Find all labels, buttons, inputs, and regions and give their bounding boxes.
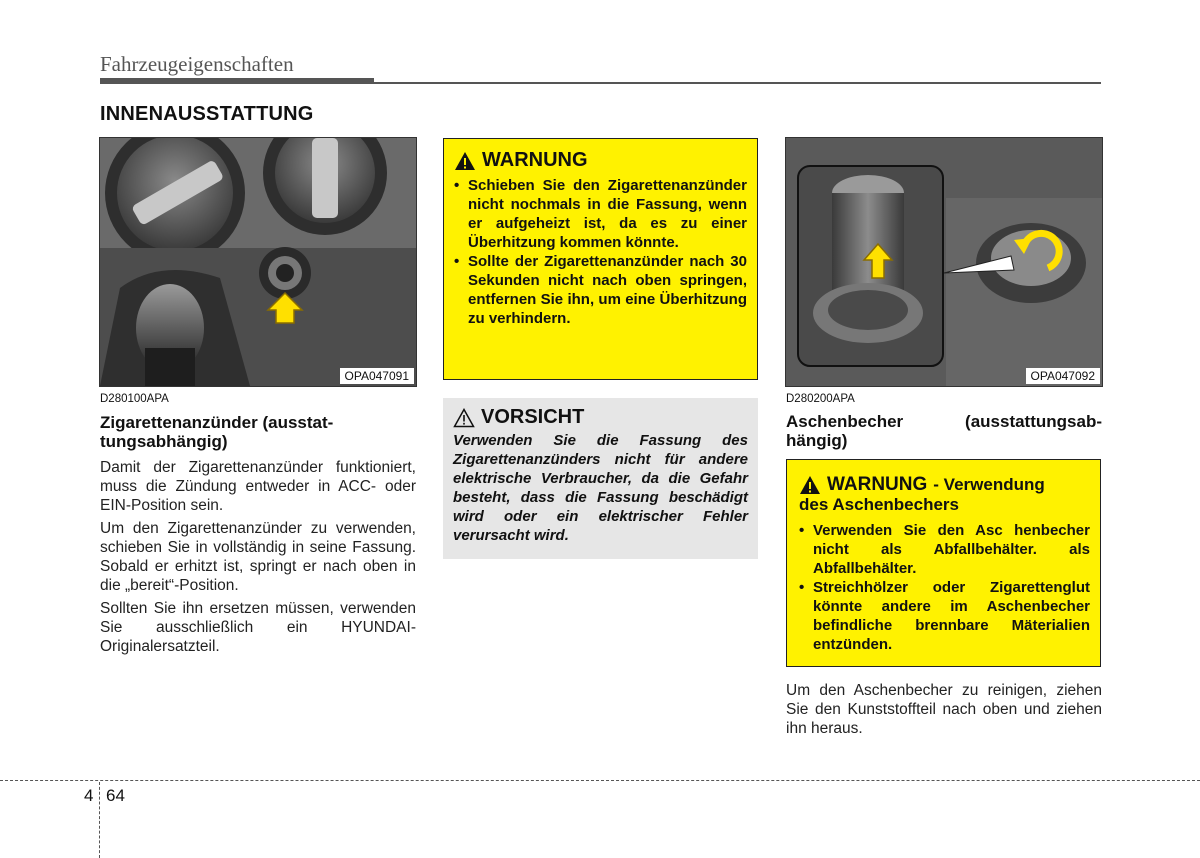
warning-triangle-icon xyxy=(454,151,476,171)
caution-box xyxy=(443,398,758,559)
ashtray-subheading xyxy=(786,412,1102,450)
warning-title xyxy=(454,149,747,172)
subheading-line: Aschenbecher (ausstattungsab- xyxy=(786,412,1102,431)
page-heading: INNENAUSSTATTUNG xyxy=(100,103,314,125)
ashtray-warning-list xyxy=(799,521,1090,654)
warning-box xyxy=(443,138,758,380)
ashtray-warning-title xyxy=(799,474,1090,496)
caution-title-text: VORSICHT xyxy=(481,406,585,428)
header-rule-thick xyxy=(100,78,374,84)
ashtray-warning-box xyxy=(786,459,1101,667)
section-code: D280200APA xyxy=(786,393,855,405)
section-code: D280100APA xyxy=(100,393,169,405)
warning-item: • Sollte der Zigarettenanzünder nach 30 Sekunden nicht nach oben springen, entfernen Sie ihn, um eine Überhitzung zu verhindern. xyxy=(454,252,747,328)
warning-title-text: WARNUNG xyxy=(827,474,928,495)
warning-triangle-icon xyxy=(799,475,821,495)
header-rule-thin xyxy=(374,82,1101,84)
lighter-subheading xyxy=(100,413,416,451)
warning-item: • Verwenden Sie den Asc henbecher nicht als Abfallbehälter. als Abfallbehälter. xyxy=(799,521,1090,578)
image-label: OPA047091 xyxy=(340,368,415,384)
footer-vertical-divider xyxy=(99,782,100,858)
subheading-line: hängig) xyxy=(786,431,848,450)
caution-triangle-icon xyxy=(453,408,475,428)
caution-text: Verwenden Sie die Fassung des Zigarettenanzünders nicht für andere elektrische Verbraucher, da die Gefahr besteht, dass die Fassung beschädigt wird oder ein elektrischer Fehler verursacht wird. xyxy=(453,432,748,544)
ashtray-photo xyxy=(785,137,1103,387)
subheading-line: tungsabhängig) xyxy=(100,432,228,451)
paragraph: Sollten Sie ihn ersetzen müssen, verwenden Sie ausschließlich ein HYUNDAI-Originalersatzteil. xyxy=(100,600,416,655)
section-title: Fahrzeugeigenschaften xyxy=(100,52,294,76)
footer-divider xyxy=(0,780,1200,781)
warning-item: • Streichhölzer oder Zigarettenglut könnte andere im Aschenbecher befindliche brennbare Mäterialien entzünden. xyxy=(799,578,1090,654)
paragraph: Um den Zigarettenanzünder zu verwenden, schieben Sie in vollständig in seine Fassung. Sobald er erhitzt ist, springt er nach oben in die „bereit“-Position. xyxy=(100,520,416,594)
warning-title-line2: des Aschenbechers xyxy=(799,495,959,514)
cigarette-lighter-photo xyxy=(99,137,417,387)
image-label: OPA047092 xyxy=(1026,368,1101,384)
lighter-body xyxy=(100,458,416,660)
ashtray-body: Um den Aschenbecher zu reinigen, ziehen Sie den Kunststoffteil nach oben und ziehen ihn heraus. xyxy=(786,682,1102,737)
subheading-line: Zigarettenanzünder (ausstat- xyxy=(100,413,334,432)
paragraph: Damit der Zigarettenanzünder funktioniert, muss die Zündung entweder in ACC- oder EIN-Position sein. xyxy=(100,459,416,514)
caution-title xyxy=(453,406,748,429)
page-number: 64 xyxy=(106,786,125,805)
warning-list xyxy=(454,176,747,328)
warning-item: • Schieben Sie den Zigarettenanzünder nicht nochmals in die Fassung, wenn er aufgeheizt ist, da es zu einer Überhitzung kommen könnte. xyxy=(454,176,747,252)
chapter-number: 4 xyxy=(84,786,94,805)
warning-title-text: WARNUNG xyxy=(482,149,588,171)
warning-title-suffix: - Verwendung xyxy=(933,475,1045,494)
